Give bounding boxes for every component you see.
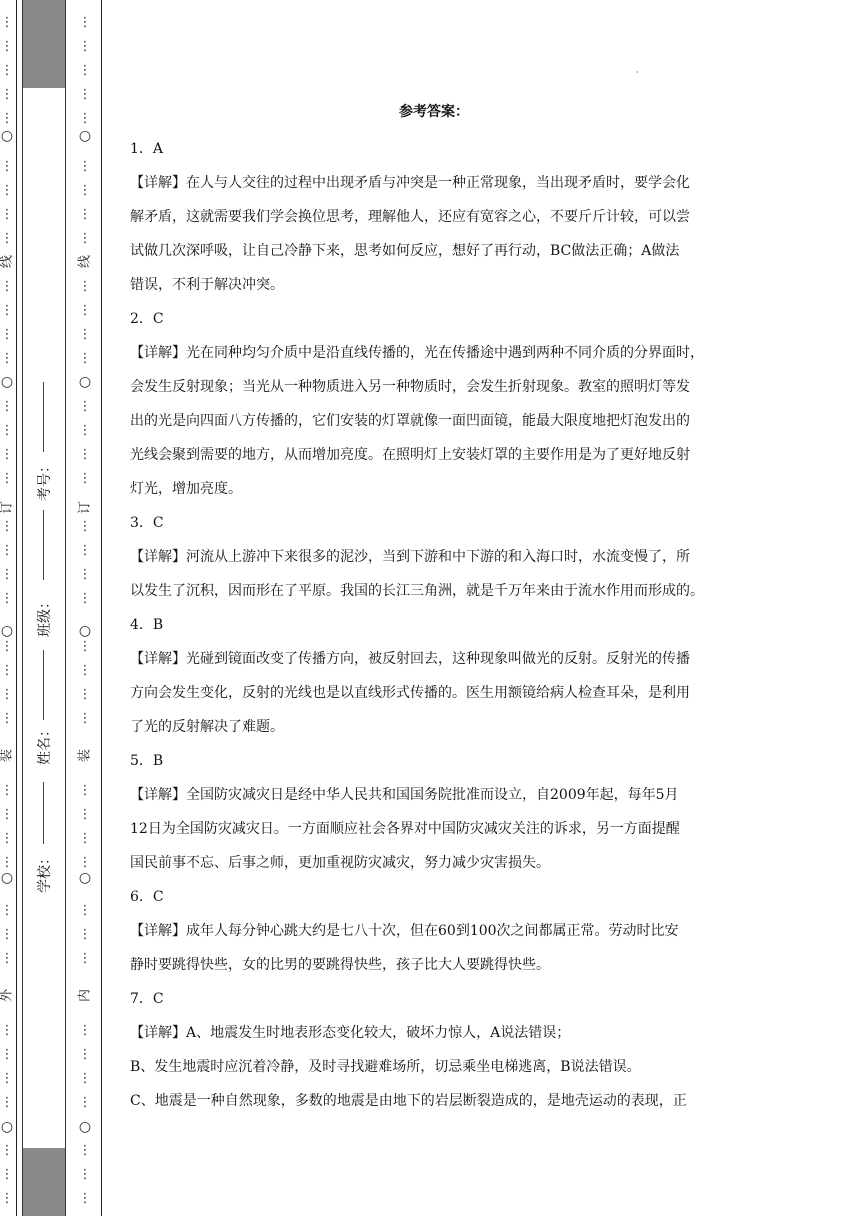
binding-dots: ⋮ bbox=[0, 927, 14, 942]
binding-dots: ⋮ bbox=[78, 303, 92, 318]
answer-key bbox=[130, 100, 730, 1118]
binding-dots: ⋮ bbox=[78, 687, 92, 702]
answer-explanation-line: 12日为全国防灾减灾日。一方面顺应社会各界对中国防灾减灾关注的诉求，另一方面提醒 bbox=[130, 821, 680, 837]
binding-circle: ○ bbox=[78, 374, 92, 390]
binding-dots: ⋮ bbox=[0, 327, 14, 342]
class-field[interactable] bbox=[23, 595, 65, 637]
binding-dots: ⋮ bbox=[0, 1191, 14, 1206]
answer-number: 3．C bbox=[130, 515, 164, 531]
binding-dots: ⋮ bbox=[78, 1047, 92, 1062]
binding-dots: ⋮ bbox=[78, 1023, 92, 1038]
binding-circle: ○ bbox=[78, 128, 92, 144]
school-label: 学校： bbox=[37, 851, 53, 893]
name-blank[interactable] bbox=[43, 650, 44, 720]
binding-dots: ⋮ bbox=[0, 1071, 14, 1086]
binding-label: 外 bbox=[0, 989, 15, 1003]
binding-dots: ⋮ bbox=[78, 543, 92, 558]
binding-dots: ⋮ bbox=[78, 15, 92, 30]
answer-number: 5．B bbox=[130, 753, 164, 769]
binding-dots: ⋮ bbox=[78, 159, 92, 174]
answer-explanation-line: 【详解】河流从上游冲下来很多的泥沙，当到下游和中下游的和入海口时，水流变慢了，所 bbox=[130, 549, 690, 565]
binding-dots: ⋮ bbox=[0, 903, 14, 918]
answer-explanation-line: 出的光是向四面八方传播的，它们安装的灯罩就像一面凹面镜，能最大限度地把灯泡发出的 bbox=[130, 413, 690, 429]
inner-binding-line bbox=[78, 0, 92, 1216]
answer-explanation-line: 解矛盾，这就需要我们学会换位思考，理解他人，还应有宽容之心，不要斤斤计较，可以尝 bbox=[130, 209, 690, 225]
answer-number: 4．B bbox=[130, 617, 164, 633]
binding-dots: ⋮ bbox=[0, 231, 14, 246]
binding-dots: ⋮ bbox=[78, 471, 92, 486]
answer-explanation-line: 错误，不利于解决冲突。 bbox=[130, 277, 284, 293]
inner-margin-rule bbox=[101, 0, 102, 1216]
binding-dots: ⋮ bbox=[78, 87, 92, 102]
answer-explanation-line: 试做几次深呼吸，让自己冷静下来，思考如何反应，想好了再行动，BC做法正确；A做法 bbox=[130, 243, 680, 259]
binding-label: 装 bbox=[0, 749, 15, 763]
binding-dots: ⋮ bbox=[0, 951, 14, 966]
binding-dots: ⋮ bbox=[0, 807, 14, 822]
binding-circle: ○ bbox=[0, 374, 14, 390]
answer-explanation-line: 方向会发生变化，反射的光线也是以直线形式传播的。医生用额镜给病人检查耳朵，是利用 bbox=[130, 685, 690, 701]
answer-explanation-line: 【详解】在人与人交往的过程中出现矛盾与冲突是一种正常现象，当出现矛盾时，要学会化 bbox=[130, 175, 690, 191]
binding-circle: ○ bbox=[0, 623, 14, 639]
answer-explanation-line: 【详解】全国防灾减灾日是经中华人民共和国国务院批准而设立，自2009年起，每年5月 bbox=[130, 787, 679, 803]
binding-dots: ⋮ bbox=[0, 39, 14, 54]
binding-dots: ⋮ bbox=[0, 519, 14, 534]
binding-dots: ⋮ bbox=[0, 399, 14, 414]
binding-dots: ⋮ bbox=[78, 1095, 92, 1110]
binding-dots: ⋮ bbox=[0, 855, 14, 870]
binding-dots: ⋮ bbox=[0, 711, 14, 726]
binding-dots: ⋮ bbox=[0, 1047, 14, 1062]
answer-explanation-line: 【详解】A、地震发生时地表形态变化较大，破坏力惊人，A说法错误； bbox=[130, 1025, 571, 1041]
binding-dots: ⋮ bbox=[0, 63, 14, 78]
binding-dots: ⋮ bbox=[0, 111, 14, 126]
top-mark: · bbox=[636, 68, 639, 77]
binding-dots: ⋮ bbox=[0, 639, 14, 654]
strip-top-shade bbox=[23, 0, 65, 88]
binding-dots: ⋮ bbox=[0, 567, 14, 582]
binding-dots: ⋮ bbox=[78, 447, 92, 462]
school-field[interactable] bbox=[23, 851, 65, 893]
answer-explanation-line: C、地震是一种自然现象，多数的地震是由地下的岩层断裂造成的，是地壳运动的表现，正 bbox=[130, 1093, 687, 1109]
binding-dots: ⋮ bbox=[78, 567, 92, 582]
answer-number: 1．A bbox=[130, 141, 164, 157]
binding-dots: ⋮ bbox=[0, 663, 14, 678]
answer-number: 7．C bbox=[130, 991, 164, 1007]
binding-dots: ⋮ bbox=[78, 39, 92, 54]
binding-dots: ⋮ bbox=[0, 279, 14, 294]
answer-explanation-line: 光线会聚到需要的地方，从而增加亮度。在照明灯上安装灯罩的主要作用是为了更好地反射 bbox=[130, 447, 690, 463]
binding-dots: ⋮ bbox=[78, 63, 92, 78]
binding-dots: ⋮ bbox=[78, 279, 92, 294]
answer-explanation-line: 以发生了沉积，因而形在了平原。我国的长江三角洲，就是千万年来由于流水作用而形成的。 bbox=[130, 583, 704, 599]
binding-circle: ○ bbox=[78, 870, 92, 886]
binding-dots: ⋮ bbox=[0, 87, 14, 102]
exam-number-label: 考号： bbox=[37, 459, 53, 501]
binding-label: 装 bbox=[77, 749, 93, 763]
binding-dots: ⋮ bbox=[0, 15, 14, 30]
binding-dots: ⋮ bbox=[78, 1071, 92, 1086]
name-label: 姓名： bbox=[37, 723, 53, 765]
answer-explanation-line: 【详解】光在同种均匀介质中是沿直线传播的，光在传播途中遇到两种不同介质的分界面时， bbox=[130, 345, 704, 361]
answer-number: 2．C bbox=[130, 311, 164, 327]
answer-number: 6．C bbox=[130, 889, 164, 905]
exam-number-field[interactable] bbox=[23, 459, 65, 501]
binding-dots: ⋮ bbox=[0, 447, 14, 462]
binding-dots: ⋮ bbox=[78, 399, 92, 414]
binding-dots: ⋮ bbox=[78, 1191, 92, 1206]
answer-explanation-line: 国民前事不忘、后事之师，更加重视防灾减灾，努力减少灾害损失。 bbox=[130, 855, 550, 871]
binding-dots: ⋮ bbox=[0, 207, 14, 222]
answer-explanation-line: 【详解】成年人每分钟心跳大约是七八十次，但在60到100次之间都属正常。劳动时比安 bbox=[130, 923, 679, 939]
binding-dots: ⋮ bbox=[0, 183, 14, 198]
binding-dots: ⋮ bbox=[78, 1167, 92, 1182]
binding-dots: ⋮ bbox=[78, 783, 92, 798]
answer-list bbox=[130, 132, 730, 1118]
binding-circle: ○ bbox=[0, 1119, 14, 1135]
binding-dots: ⋮ bbox=[0, 303, 14, 318]
binding-dots: ⋮ bbox=[0, 591, 14, 606]
binding-dots: ⋮ bbox=[0, 423, 14, 438]
binding-dots: ⋮ bbox=[78, 591, 92, 606]
binding-dots: ⋮ bbox=[78, 639, 92, 654]
binding-dots: ⋮ bbox=[0, 351, 14, 366]
binding-dots: ⋮ bbox=[0, 1095, 14, 1110]
binding-dots: ⋮ bbox=[0, 543, 14, 558]
class-blank[interactable] bbox=[43, 510, 44, 580]
binding-dots: ⋮ bbox=[78, 951, 92, 966]
binding-circle: ○ bbox=[0, 128, 14, 144]
answer-explanation-line: B、发生地震时应沉着冷静，及时寻找避难场所，切忌乘坐电梯逃离，B说法错误。 bbox=[130, 1059, 641, 1075]
binding-dots: ⋮ bbox=[0, 159, 14, 174]
binding-dots: ⋮ bbox=[78, 351, 92, 366]
answer-explanation-line: 【详解】光碰到镜面改变了传播方向，被反射回去，这种现象叫做光的反射。反射光的传播 bbox=[130, 651, 690, 667]
answer-explanation-line: 会发生反射现象；当光从一种物质进入另一种物质时，会发生折射现象。教室的照明灯等发 bbox=[130, 379, 690, 395]
answer-explanation-line: 静时要跳得快些，女的比男的要跳得快些，孩子比大人要跳得快些。 bbox=[130, 957, 550, 973]
binding-dots: ⋮ bbox=[78, 807, 92, 822]
binding-dots: ⋮ bbox=[0, 471, 14, 486]
binding-dots: ⋮ bbox=[78, 111, 92, 126]
binding-dots: ⋮ bbox=[0, 783, 14, 798]
student-info-strip bbox=[22, 0, 66, 1216]
binding-dots: ⋮ bbox=[78, 711, 92, 726]
binding-label: 订 bbox=[0, 501, 15, 515]
class-label: 班级： bbox=[37, 595, 53, 637]
answer-explanation-line: 了光的反射解决了难题。 bbox=[130, 719, 284, 735]
binding-dots: ⋮ bbox=[0, 1023, 14, 1038]
binding-dots: ⋮ bbox=[0, 1167, 14, 1182]
binding-dots: ⋮ bbox=[0, 831, 14, 846]
school-blank[interactable] bbox=[43, 782, 44, 844]
outer-margin-rule bbox=[16, 0, 17, 1216]
binding-circle: ○ bbox=[78, 623, 92, 639]
binding-label: 订 bbox=[77, 501, 93, 515]
strip-bottom-shade bbox=[23, 1148, 65, 1216]
answer-explanation-line: 灯光，增加亮度。 bbox=[130, 481, 242, 497]
binding-dots: ⋮ bbox=[78, 663, 92, 678]
binding-dots: ⋮ bbox=[78, 1143, 92, 1158]
binding-circle: ○ bbox=[0, 870, 14, 886]
name-field[interactable] bbox=[23, 723, 65, 765]
binding-dots: ⋮ bbox=[0, 1143, 14, 1158]
binding-dots: ⋮ bbox=[78, 927, 92, 942]
outer-binding-line bbox=[0, 0, 14, 1216]
binding-circle: ○ bbox=[78, 1119, 92, 1135]
binding-label: 线 bbox=[0, 255, 15, 269]
binding-dots: ⋮ bbox=[78, 231, 92, 246]
exam-number-blank[interactable] bbox=[43, 382, 44, 452]
binding-dots: ⋮ bbox=[78, 855, 92, 870]
binding-dots: ⋮ bbox=[78, 903, 92, 918]
binding-dots: ⋮ bbox=[78, 423, 92, 438]
binding-dots: ⋮ bbox=[78, 207, 92, 222]
binding-dots: ⋮ bbox=[78, 519, 92, 534]
binding-dots: ⋮ bbox=[0, 687, 14, 702]
page-title: 参考答案： bbox=[399, 104, 469, 120]
binding-dots: ⋮ bbox=[78, 327, 92, 342]
binding-dots: ⋮ bbox=[78, 183, 92, 198]
binding-label: 内 bbox=[77, 989, 93, 1003]
binding-label: 线 bbox=[77, 255, 93, 269]
binding-dots: ⋮ bbox=[78, 831, 92, 846]
